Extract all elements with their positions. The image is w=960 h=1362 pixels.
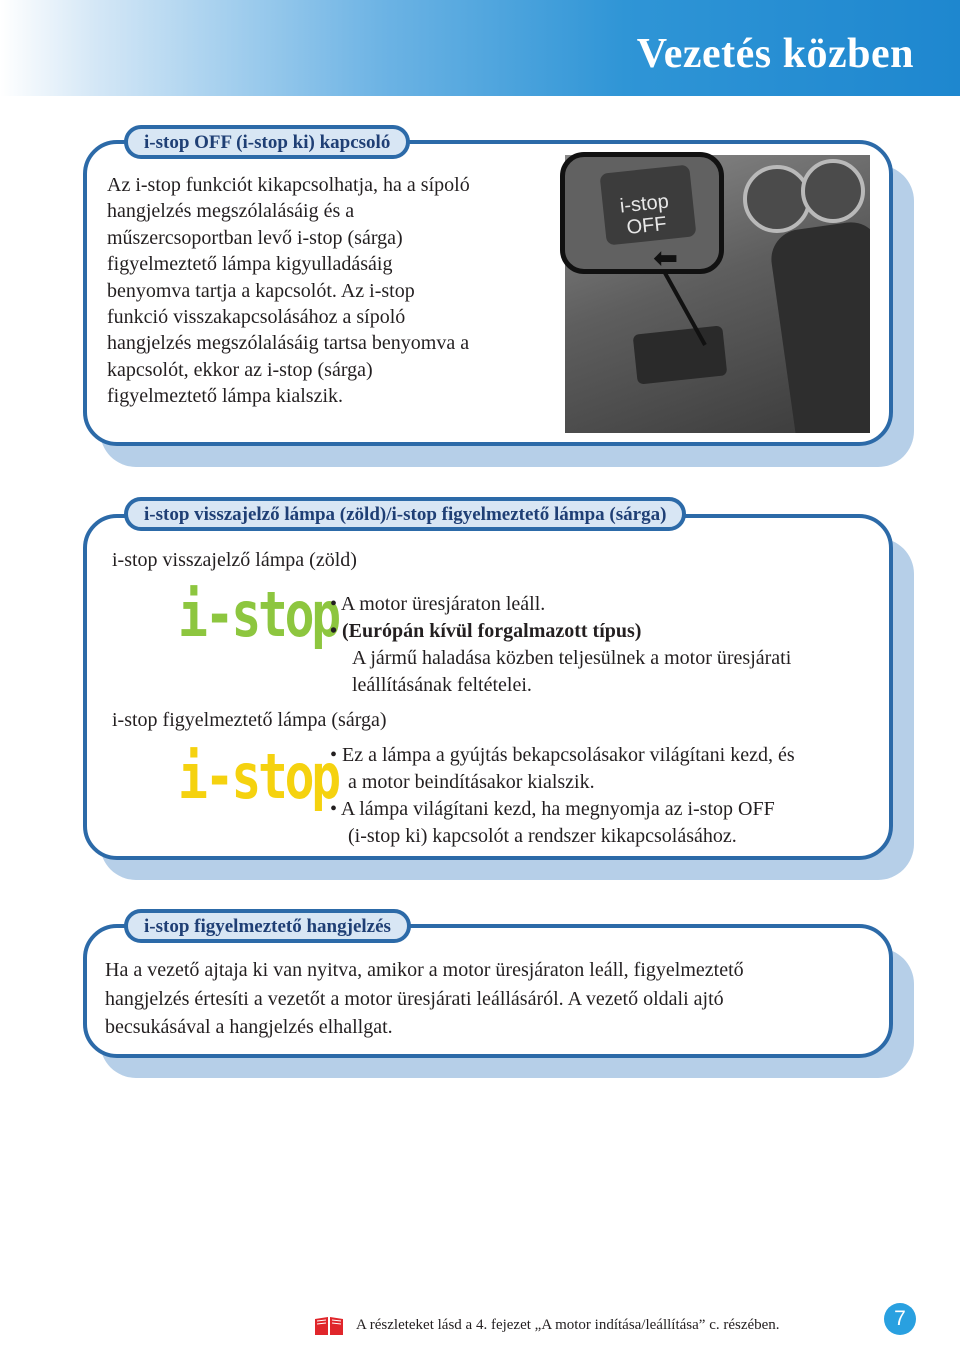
switch-label	[619, 191, 672, 240]
green-lamp-label: i-stop visszajelző lámpa (zöld)	[112, 549, 357, 571]
istop-off-description	[107, 172, 547, 410]
text-line: műszercsoportban levő i-stop (sárga)	[107, 226, 403, 249]
beep-tab: i-stop figyelmeztető hangjelzés	[124, 909, 411, 943]
footer-reference-note: A részleteket lásd a 4. fejezet „A motor indítása/leállítása” c. részében.	[356, 1317, 780, 1333]
page-header	[0, 0, 960, 96]
bullet-continuation: a motor beindításakor kialszik.	[348, 771, 595, 793]
yellow-lamp-bullets	[330, 742, 880, 850]
text-line: funkció visszakapcsolásához a sípoló	[107, 306, 406, 329]
bullet-item: • A lámpa világítani kezd, ha megnyomja az i-stop OFF	[330, 798, 775, 820]
switch-label-line1: i-stop	[618, 190, 670, 218]
istop-green-lamp-icon: i-stop	[178, 578, 338, 651]
istop-off-switch-closeup	[560, 152, 724, 274]
page-number-badge: 7	[884, 1303, 916, 1335]
bullet-continuation: (i-stop ki) kapcsolót a rendszer kikapcsolásához.	[348, 825, 737, 847]
text-line: hangjelzés értesíti a vezetőt a motor üresjárati leállásáról. A vezető oldali ajtó	[105, 987, 724, 1010]
text-line: figyelmeztető lámpa kigyulladásáig	[107, 253, 393, 276]
bullet-continuation: leállításának feltételei.	[352, 674, 532, 696]
yellow-lamp-label: i-stop figyelmeztető lámpa (sárga)	[112, 709, 387, 731]
text-line: Az i-stop funkciót kikapcsolhatja, ha a sípoló	[107, 174, 470, 196]
switch-label-line2: OFF	[625, 212, 668, 239]
bullet-item: • Ez a lámpa a gyújtás bekapcsolásakor világítani kezd, és	[330, 744, 795, 766]
text-line: Ha a vezető ajtaja ki van nyitva, amikor a motor üresjáraton leáll, figyelmeztető	[105, 959, 744, 981]
beep-description	[105, 956, 885, 1042]
bullet-continuation: A jármű haladása közben teljesülnek a motor üresjárati	[352, 647, 792, 669]
lamps-tab: i-stop visszajelző lámpa (zöld)/i-stop figyelmeztető lámpa (sárga)	[124, 497, 686, 531]
bullet-item-bold: • (Európán kívül forgalmazott típus)	[330, 620, 642, 642]
bullet-item: • A motor üresjáraton leáll.	[330, 593, 546, 615]
green-lamp-bullets	[330, 591, 870, 699]
book-icon	[314, 1316, 344, 1336]
istop-off-tab: i-stop OFF (i-stop ki) kapcsoló	[124, 125, 410, 159]
page-title: Vezetés közben	[636, 31, 914, 77]
istop-yellow-lamp-icon: i-stop	[178, 740, 338, 813]
text-line: benyomva tartja a kapcsolót. Az i-stop	[107, 279, 415, 302]
text-line: hangjelzés megszólalásáig és a	[107, 200, 355, 223]
text-line: becsukásával a hangjelzés elhallgat.	[105, 1016, 393, 1038]
text-line: kapcsolót, ekkor az i-stop (sárga)	[107, 358, 373, 381]
arrow-icon: ⬅	[653, 241, 679, 274]
text-line: hangjelzés megszólalásáig tartsa benyomva a	[107, 332, 470, 355]
text-line: figyelmeztető lámpa kialszik.	[107, 385, 344, 408]
